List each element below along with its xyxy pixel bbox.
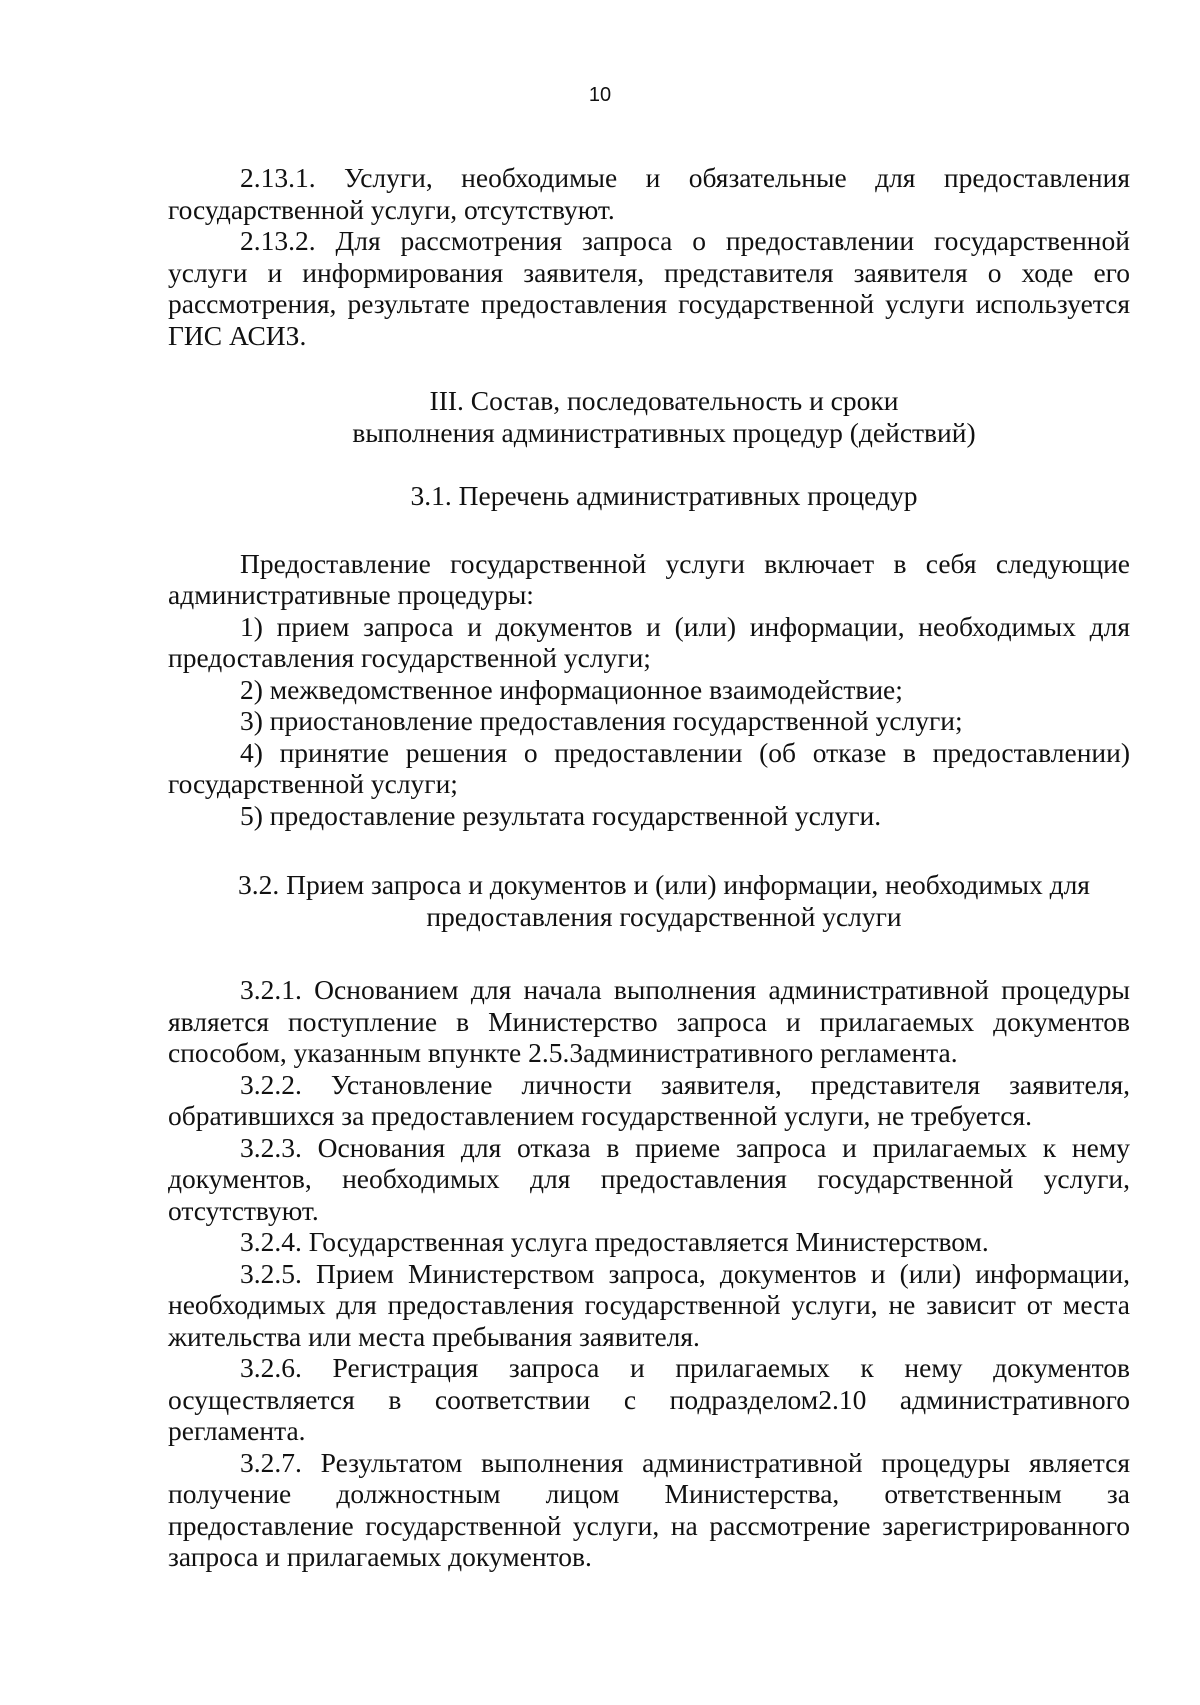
paragraph-3-2-3: 3.2.3. Основания для отказа в приеме запроса и прилагаемых к нему документов, необходимых для предоставления государственной услуги, отсутствуют. (168, 1131, 1130, 1226)
paragraph-3-2-5: 3.2.5. Прием Министерством запроса, документов и (или) информации, необходимых для предоставления государственной услуги, не зависит от места жительства или места пребывания заявителя. (168, 1257, 1130, 1352)
page-number: 10 (588, 84, 612, 106)
paragraph-3-2-2: 3.2.2. Установление личности заявителя, представителя заявителя, обратившихся за предоставлением государственной услуги, не требуется. (168, 1068, 1130, 1131)
paragraph-procedures-intro: Предоставление государственной услуги включает в себя следующие административные процедуры: (168, 547, 1130, 610)
document-body (168, 162, 1130, 1573)
subsection-3-2-heading-line-2: предоставления государственной услуги (426, 900, 902, 932)
paragraph-3-2-7: 3.2.7. Результатом выполнения административной процедуры является получение должностным лицом Министерства, ответственным за предоставление государственной услуги, на рассмотрение зарегистрированного запроса и прилагаемых документов. (168, 1446, 1130, 1572)
list-item-1: 1) прием запроса и документов и (или) информации, необходимых для предоставления государственной услуги; (168, 610, 1130, 673)
paragraph-3-2-4: 3.2.4. Государственная услуга предоставляется Министерством. (240, 1226, 989, 1257)
list-item-5: 5) предоставление результата государственной услуги. (240, 799, 882, 831)
section-3-heading-line-2: выполнения административных процедур (действий) (352, 416, 976, 448)
paragraph-2-13-2: 2.13.2. Для рассмотрения запроса о предоставлении государственной услуги и информирования заявителя, представителя заявителя о ходе его рассмотрения, результате предоставления государственной услуги используется ГИС АСИЗ. (168, 225, 1130, 351)
paragraph-2-13-1: 2.13.1. Услуги, необходимые и обязательные для предоставления государственной услуги, отсутствуют. (168, 162, 1130, 225)
list-item-3: 3) приостановление предоставления государственной услуги; (240, 705, 963, 736)
subsection-3-2-heading (168, 869, 1130, 932)
subsection-3-2-heading-line-1: 3.2. Прием запроса и документов и (или) информации, необходимых для (238, 869, 1090, 900)
section-3-heading-line-1: III. Состав, последовательность и сроки (429, 385, 899, 416)
list-item-2: 2) межведомственное информационное взаимодействие; (240, 673, 903, 705)
section-3-heading (168, 385, 1130, 448)
list-item-4: 4) принятие решения о предоставлении (об отказе в предоставлении) государственной услуги; (168, 736, 1130, 799)
paragraph-3-2-1: 3.2.1. Основанием для начала выполнения административной процедуры является поступление в Министерство запроса и прилагаемых документов способом, указанным впункте 2.5.3административного регламента. (168, 974, 1130, 1068)
paragraph-3-2-6: 3.2.6. Регистрация запроса и прилагаемых к нему документов осуществляется в соответствии с подразделом2.10 административного регламента. (168, 1352, 1130, 1446)
subsection-3-1-heading: 3.1. Перечень административных процедур (410, 480, 918, 511)
